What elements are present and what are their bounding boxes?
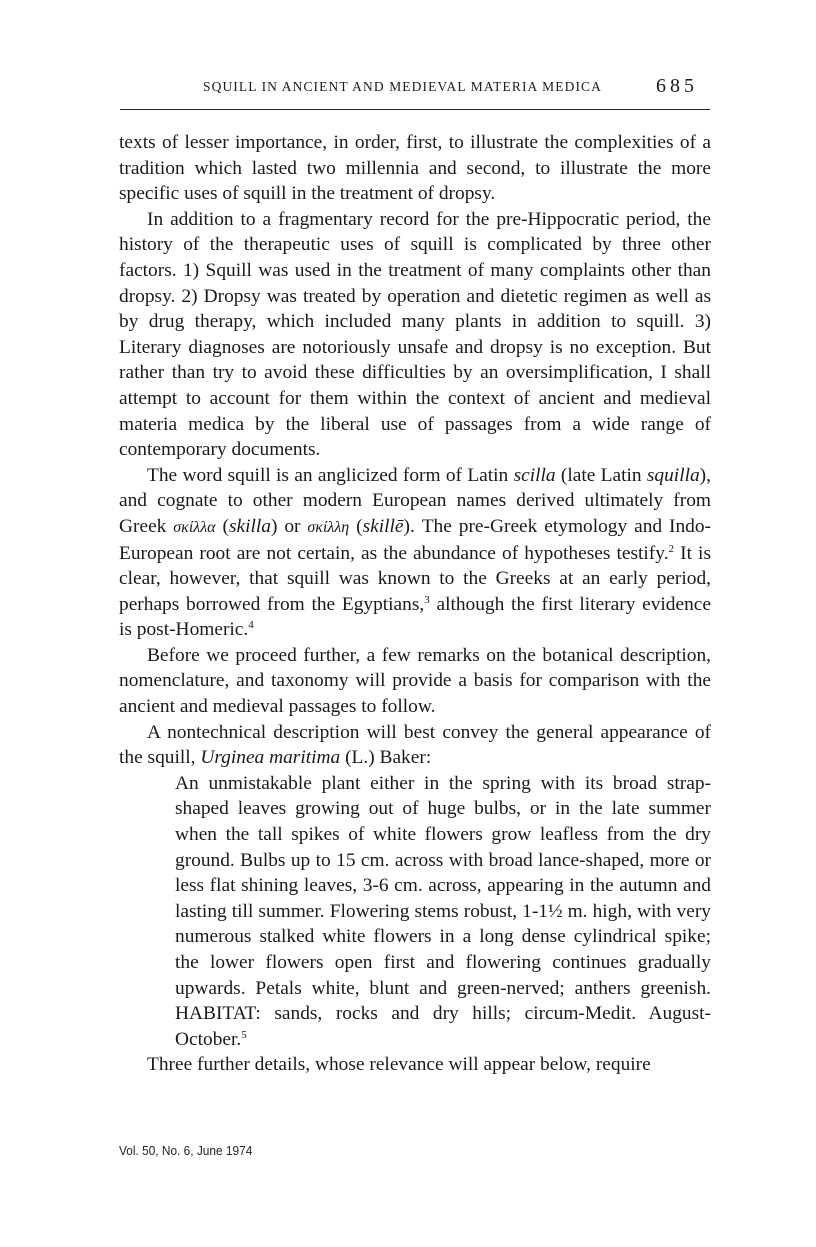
quote-run: An unmistakable plant either in the spring with its broad strap-shaped leaves growing out of huge bulbs, or in the late summer when the tall spikes of white flowers grow leafless from the dry ground. Bulbs up to 15 cm. across with broad lance-shaped, more or less flat shining leaves, 3-6 cm. across, appearing in the autumn and lasting till summer. Flowering stems robust, 1-1½ m. high, with very numerous stalked white flowers in a long dense cylindrical spike; the lower flowers open first and flowering continues gradually upwards. Petals white, blunt and green-nerved; anthers greenish. HABITAT: sands, rocks and dry hills; circum-Medit. August-October. [175,772,711,1050]
species-name: Urginea maritima [200,747,341,769]
text-run: It is clear, however, that squill was known to the Greeks at an early period, perhaps borrowed from the Egyptians, [119,542,711,615]
paragraph-2: In addition to a fragmentary record for the pre-Hippocratic period, the history of the therapeutic uses of squill is complicated by three other factors. 1) Squill was used in the treatment of many complaints other than dropsy. 2) Dropsy was treated by operation and dietetic regimen as well as by drug therapy, which included many plants in addition to squill. 3) Literary diagnoses are notoriously unsafe and dropsy is no exception. But rather than try to avoid these difficulties by an oversimplification, I shall attempt to account for them within the context of ancient and medieval materia medica by the liberal use of passages from a wide range of contemporary documents. [119,208,711,461]
text-run: ). The pre-Greek etymology and Indo-European root are not certain, as the abundance of hypotheses testify. [119,515,712,564]
footnote-ref-3[interactable]: 3 [424,593,430,606]
footnote-ref-5[interactable]: 5 [241,1028,247,1041]
paragraph-3 [119,463,711,643]
journal-citation: Vol. 50, No. 6, June 1974 [119,1143,253,1158]
text-run: (late Latin [555,464,647,486]
text-run: (L.) Baker: [340,747,432,769]
running-title: SQUILL IN ANCIENT AND MEDIEVAL MATERIA MEDICA [203,79,602,94]
page-number: 685 [656,75,698,97]
footnote-ref-2[interactable]: 2 [668,542,675,555]
text-run: A nontechnical description will best convey the general appearance of the squill, [119,721,711,769]
text-run: ), and cognate to other modern European names derived ultimately from Greek [119,464,711,537]
quote-text [175,771,711,1053]
paragraph-5 [119,720,711,771]
text-run: although the first literary evidence is post-Homeric. [119,593,712,641]
greek-term: σκίλλα [173,518,216,536]
latin-term: squilla [646,464,700,486]
body-text [119,130,711,1078]
paragraph-1: texts of lesser importance, in order, first, to illustrate the complexities of a tradition which lasted two millennia and second, to illustrate the more specific uses of squill in the treatment of dropsy. [119,132,711,205]
paragraph-4: Before we proceed further, a few remarks on the botanical description, nomenclature, and taxonomy will provide a basis for comparison with the ancient and medieval passages to follow. [119,644,711,718]
text-run: The word squill is an anglicized form of Latin [147,464,514,486]
footnote-ref-4[interactable]: 4 [248,619,254,632]
running-header [120,73,710,110]
greek-term: σκίλλη [307,518,350,536]
text-run: ( [215,515,229,537]
transliteration: skilla [228,515,271,537]
text-run: ( [349,515,363,537]
transliteration: skillē [362,515,404,537]
paragraph-6: Three further details, whose relevance will appear below, require [147,1054,651,1076]
latin-term: scilla [513,464,556,486]
text-run: ) or [270,515,308,537]
block-quote [175,771,711,1053]
